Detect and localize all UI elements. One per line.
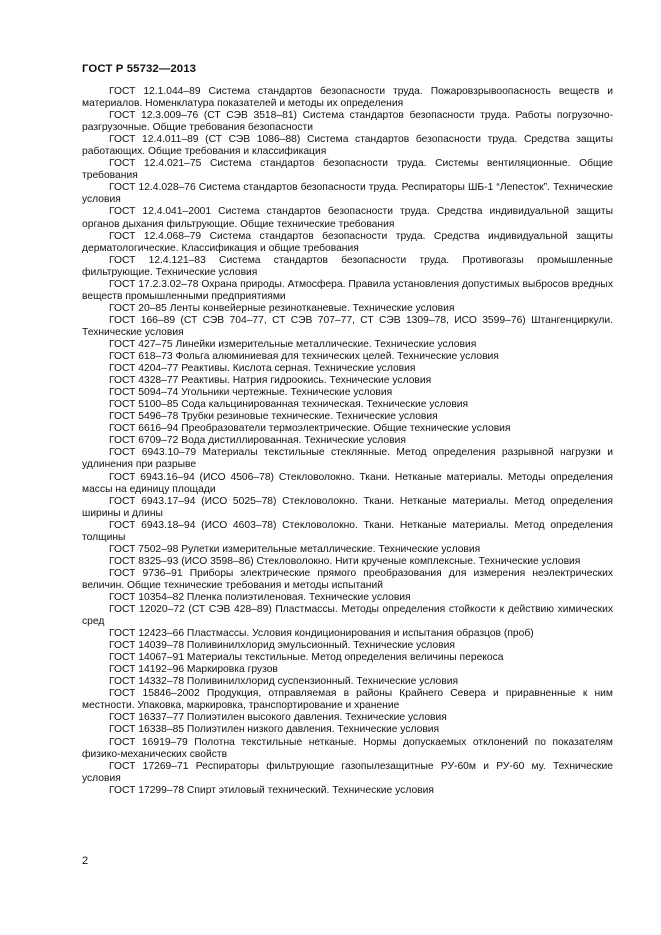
reference-item: ГОСТ 12423–66 Пластмассы. Условия кондиционирования и испытания образцов (проб) — [109, 628, 534, 640]
reference-item: ГОСТ 8325–93 (ИСО 3598–86) Стекловолокно. Нити крученые комплексные. Технические условия — [109, 555, 581, 567]
reference-item: ГОСТ 4204–77 Реактивы. Кислота серная. Технические условия — [109, 363, 416, 375]
reference-item: ГОСТ 9736–91 Приборы электрические прямого преобразования для измерения неэлектрических величин. Общие технические требования и методы испытаний — [82, 567, 613, 591]
reference-item: ГОСТ 14192–96 Маркировка грузов — [109, 664, 278, 676]
page-number: 2 — [82, 855, 89, 867]
reference-item: ГОСТ 17269–71 Респираторы фильтрующие газопылезащитные РУ-60м и РУ-60 му. Технические условия — [82, 760, 613, 784]
reference-item: ГОСТ 5496–78 Трубки резиновые технические. Технические условия — [109, 411, 438, 423]
reference-item: ГОСТ 12020–72 (СТ СЭВ 428–89) Пластмассы. Методы определения стойкости к действию химических сред — [82, 604, 613, 628]
reference-item: ГОСТ 12.3.009–76 (СТ СЭВ 3518–81) Система стандартов безопасности труда. Работы погрузочно-разгрузочные. Общие требования безопасности — [82, 110, 613, 134]
reference-item: ГОСТ 14067–91 Материалы текстильные. Метод определения величины перекоса — [109, 652, 504, 664]
reference-item: ГОСТ 427–75 Линейки измерительные металлические. Технические условия — [109, 338, 477, 350]
reference-item: ГОСТ 6943.17–94 (ИСО 5025–78) Стекловолокно. Ткани. Нетканые материалы. Метод определения ширины и длины — [82, 495, 613, 519]
reference-item: ГОСТ 20–85 Ленты конвейерные резинотканевые. Технические условия — [109, 302, 455, 314]
reference-item: ГОСТ 6943.16–94 (ИСО 4506–78) Стекловолокно. Ткани. Нетканые материалы. Методы определения массы на единицу площади — [82, 471, 613, 495]
reference-item: ГОСТ 12.4.021–75 Система стандартов безопасности труда. Системы вентиляционные. Общие требования — [82, 158, 613, 182]
normative-references-list — [82, 86, 613, 797]
reference-item: ГОСТ 14039–78 Поливинилхлорид эмульсионный. Технические условия — [109, 640, 455, 652]
reference-item: ГОСТ 10354–82 Пленка полиэтиленовая. Технические условия — [109, 591, 411, 603]
reference-item: ГОСТ 17299–78 Спирт этиловый технический. Технические условия — [109, 784, 434, 796]
reference-item: ГОСТ 166–89 (СТ СЭВ 704–77, СТ СЭВ 707–77, СТ СЭВ 1309–78, ИСО 3599–76) Штангенциркули. Технические условия — [82, 314, 613, 338]
reference-item: ГОСТ 12.1.044–89 Система стандартов безопасности труда. Пожаровзрывоопасность веществ и материалов. Номенклатура показателей и методы их определения — [82, 86, 613, 110]
reference-item: ГОСТ 12.4.068–79 Система стандартов безопасности труда. Средства индивидуальной защиты дерматологические. Классификация и общие требования — [82, 230, 613, 254]
reference-item: ГОСТ 12.4.028–76 Система стандартов безопасности труда. Респираторы ШБ-1 “Лепесток”. Технические условия — [82, 182, 613, 206]
reference-item: ГОСТ 16919–79 Полотна текстильные нетканые. Нормы допускаемых отклонений по показателям физико-механических свойств — [82, 736, 613, 760]
reference-item: ГОСТ 12.4.121–83 Система стандартов безопасности труда. Противогазы промышленные фильтрующие. Технические условия — [82, 254, 613, 278]
reference-item: ГОСТ 4328–77 Реактивы. Натрия гидроокись. Технические условия — [109, 375, 432, 387]
reference-item: ГОСТ 6943.10–79 Материалы текстильные стеклянные. Метод определения разрывной нагрузки и удлинения при разрыве — [82, 447, 613, 471]
reference-item: ГОСТ 6943.18–94 (ИСО 4603–78) Стекловолокно. Ткани. Нетканые материалы. Метод определения толщины — [82, 519, 613, 543]
reference-item: ГОСТ 14332–78 Поливинилхлорид суспензионный. Технические условия — [109, 676, 459, 688]
reference-item: ГОСТ 6616–94 Преобразователи термоэлектрические. Общие технические условия — [109, 423, 511, 435]
reference-item: ГОСТ 12.4.011–89 (СТ СЭВ 1086–88) Система стандартов безопасности труда. Средства защиты работающих. Общие требования и классификация — [82, 134, 613, 158]
reference-item: ГОСТ 15846–2002 Продукция, отправляемая в районы Крайнего Севера и приравненные к ним местности. Упаковка, маркировка, транспортирование и хранение — [82, 688, 613, 712]
reference-item: ГОСТ 5094–74 Угольники чертежные. Технические условия — [109, 387, 393, 399]
reference-item: ГОСТ 6709–72 Вода дистиллированная. Технические условия — [109, 435, 406, 447]
reference-item: ГОСТ 16337–77 Полиэтилен высокого давления. Технические условия — [109, 712, 447, 724]
reference-item: ГОСТ 16338–85 Полиэтилен низкого давления. Технические условия — [109, 724, 440, 736]
reference-item: ГОСТ 5100–85 Сода кальцинированная техническая. Технические условия — [109, 399, 469, 411]
reference-item: ГОСТ 618–73 Фольга алюминиевая для технических целей. Технические условия — [109, 351, 499, 363]
reference-item: ГОСТ 17.2.3.02–78 Охрана природы. Атмосфера. Правила установления допустимых выбросов вредных веществ промышленными предприятиями — [82, 278, 613, 302]
document-header: ГОСТ Р 55732—2013 — [82, 63, 197, 75]
reference-item: ГОСТ 12.4.041–2001 Система стандартов безопасности труда. Средства индивидуальной защиты органов дыхания фильтрующие. Общие технические требования — [82, 206, 613, 230]
reference-item: ГОСТ 7502–98 Рулетки измерительные металлические. Технические условия — [109, 543, 481, 555]
